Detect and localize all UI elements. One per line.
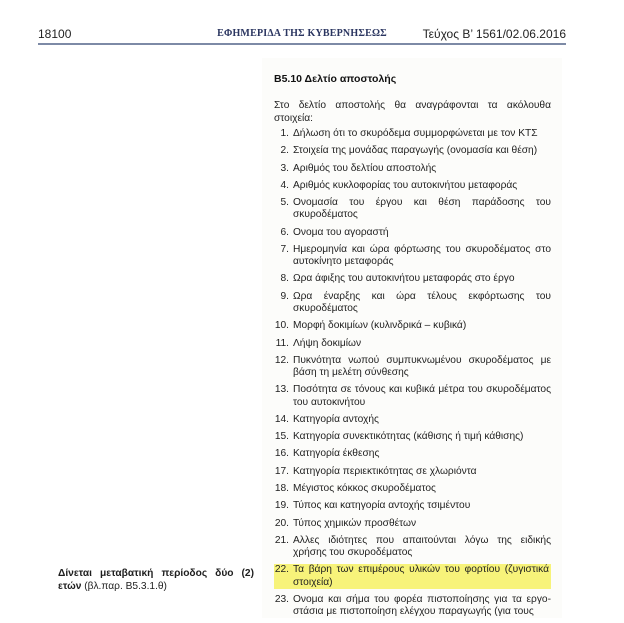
list-item bbox=[274, 518, 551, 530]
item-number: 16. bbox=[274, 448, 289, 460]
item-number: 7. bbox=[280, 243, 289, 255]
list-item bbox=[274, 291, 551, 315]
item-number: 17. bbox=[274, 465, 289, 477]
list-item bbox=[274, 163, 551, 175]
item-text: Μέγιστος κόκκος σκυροδέματος bbox=[293, 483, 436, 495]
item-text: Κατηγορία έκθεσης bbox=[293, 448, 380, 460]
list-item bbox=[274, 197, 551, 221]
item-text: Αριθμός του δελτίου αποστολής bbox=[293, 162, 437, 174]
item-number: 3. bbox=[280, 162, 289, 174]
item-text: Αλλες ιδιότητες που απαιτούνται λόγω της ειδικής χρήσης του σκυροδέματος bbox=[293, 534, 551, 559]
list-item bbox=[274, 273, 551, 285]
item-number: 20. bbox=[274, 517, 289, 529]
item-number: 8. bbox=[280, 273, 289, 285]
item-number: 1. bbox=[280, 128, 289, 139]
item-text: Αριθμός κυκλοφορίας του αυτοκινήτου μεταφοράς bbox=[293, 179, 518, 191]
item-text: Τα βάρη των επιμέρους υλικών του φορτίου (ζυγιστικά στοιχεία) bbox=[293, 564, 549, 588]
list-item bbox=[274, 466, 551, 478]
list-item bbox=[274, 500, 551, 512]
side-note bbox=[58, 568, 254, 593]
list-item bbox=[274, 355, 551, 379]
item-text: Ωρα άφιξης του αυτοκινήτου μεταφοράς στο έργο bbox=[293, 273, 515, 285]
item-number: 15. bbox=[274, 431, 289, 443]
item-list bbox=[274, 128, 551, 623]
item-text: Μορφή δοκιμίων (κυλινδρικά – κυβικά) bbox=[293, 320, 467, 332]
item-text: Στοιχεία της μονάδας παραγωγής (ονομασία και θέση) bbox=[293, 145, 538, 157]
item-text: Τύπος και κατηγορία αντοχής τσιμέντου bbox=[293, 500, 471, 512]
item-text: Ημερομηνία και ώρα φόρτωσης του σκυροδέματος στο αυτοκίνητο μεταφοράς bbox=[293, 243, 551, 268]
list-item bbox=[274, 535, 551, 559]
item-number: 10. bbox=[274, 320, 289, 332]
list-item bbox=[274, 384, 551, 408]
item-number: 5. bbox=[280, 197, 289, 209]
section-title: Β5.10 Δελτίο αποστολής bbox=[274, 73, 397, 85]
page-header bbox=[38, 24, 566, 44]
list-item bbox=[274, 338, 551, 350]
item-text: Πυκνότητα νωπού συμπυκνωμένου σκυροδέματος με βάση τη μελέτη σύνθεσης bbox=[293, 354, 551, 379]
list-item bbox=[274, 594, 551, 618]
item-text: Λήψη δοκιμίων bbox=[293, 337, 362, 349]
item-text: Ονομασία του έργου και θέση παράδοσης του σκυροδέματος bbox=[293, 197, 551, 221]
item-number: 4. bbox=[280, 179, 289, 191]
list-item bbox=[274, 431, 551, 443]
side-note-bold: Δίνεται μεταβατική περίοδος δύο (2) ετών bbox=[58, 568, 254, 592]
item-text: Ποσότητα σε τόνους και κυβικά μέτρα του σκυροδέματος του αυτοκινήτου bbox=[293, 384, 551, 408]
item-number: 13. bbox=[274, 384, 289, 396]
list-item bbox=[274, 483, 551, 495]
item-number: 21. bbox=[274, 534, 289, 546]
list-item bbox=[274, 244, 551, 268]
item-number: 14. bbox=[274, 413, 289, 425]
section-intro: Στο δελτίο αποστολής θα αναγράφονται τα ακόλουθα στοιχεία: bbox=[274, 100, 551, 124]
gazette-title: ΕΦΗΜΕΡΙΔΑ ΤΗΣ ΚΥΒΕΡΝΗΣΕΩΣ bbox=[217, 28, 387, 39]
item-number: 11. bbox=[275, 337, 289, 349]
list-item bbox=[274, 128, 551, 140]
page-number: 18100 bbox=[38, 27, 72, 41]
item-text: Ονομα του αγοραστή bbox=[293, 226, 389, 238]
item-number: 2. bbox=[280, 145, 289, 157]
list-item bbox=[274, 180, 551, 192]
list-item bbox=[274, 227, 551, 239]
item-text: Δήλωση ότι το σκυρόδεμα συμμορφώνεται με τον ΚΤΣ bbox=[293, 128, 538, 139]
item-number: 18. bbox=[274, 483, 289, 495]
list-item bbox=[274, 414, 551, 426]
item-text: Κατηγορία περιεκτικότητας σε χλωριόντα bbox=[293, 465, 477, 477]
list-item-highlighted bbox=[274, 564, 551, 588]
item-number: 19. bbox=[274, 500, 289, 512]
issue-info: Τεύχος Β’ 1561/02.06.2016 bbox=[422, 27, 566, 41]
list-item bbox=[274, 448, 551, 460]
item-text: Κατηγορία συνεκτικότητας (κάθισης ή τιμή κάθισης) bbox=[293, 431, 524, 443]
item-number: 9. bbox=[280, 290, 289, 302]
side-note-reference: (βλ.παρ. Β5.3.1.θ) bbox=[81, 580, 167, 592]
list-item bbox=[274, 320, 551, 332]
item-number: 22. bbox=[274, 564, 293, 588]
item-text: Ονομα και σήμα του φορέα πιστοποίησης για τα εργο-στάσια με πιστοποίηση ελέγχου παραγωγής (για τους bbox=[293, 593, 551, 618]
list-item bbox=[274, 145, 551, 157]
item-number: 6. bbox=[280, 226, 289, 238]
item-text: Τύπος χημικών προσθέτων bbox=[293, 517, 417, 529]
item-text: Κατηγορία αντοχής bbox=[293, 413, 379, 425]
item-text: Ωρα έναρξης και ώρα τέλους εκφόρτωσης του σκυροδέματος bbox=[293, 290, 551, 314]
header-rule bbox=[38, 43, 566, 45]
item-number: 12. bbox=[274, 354, 289, 366]
item-number: 23. bbox=[274, 593, 289, 605]
